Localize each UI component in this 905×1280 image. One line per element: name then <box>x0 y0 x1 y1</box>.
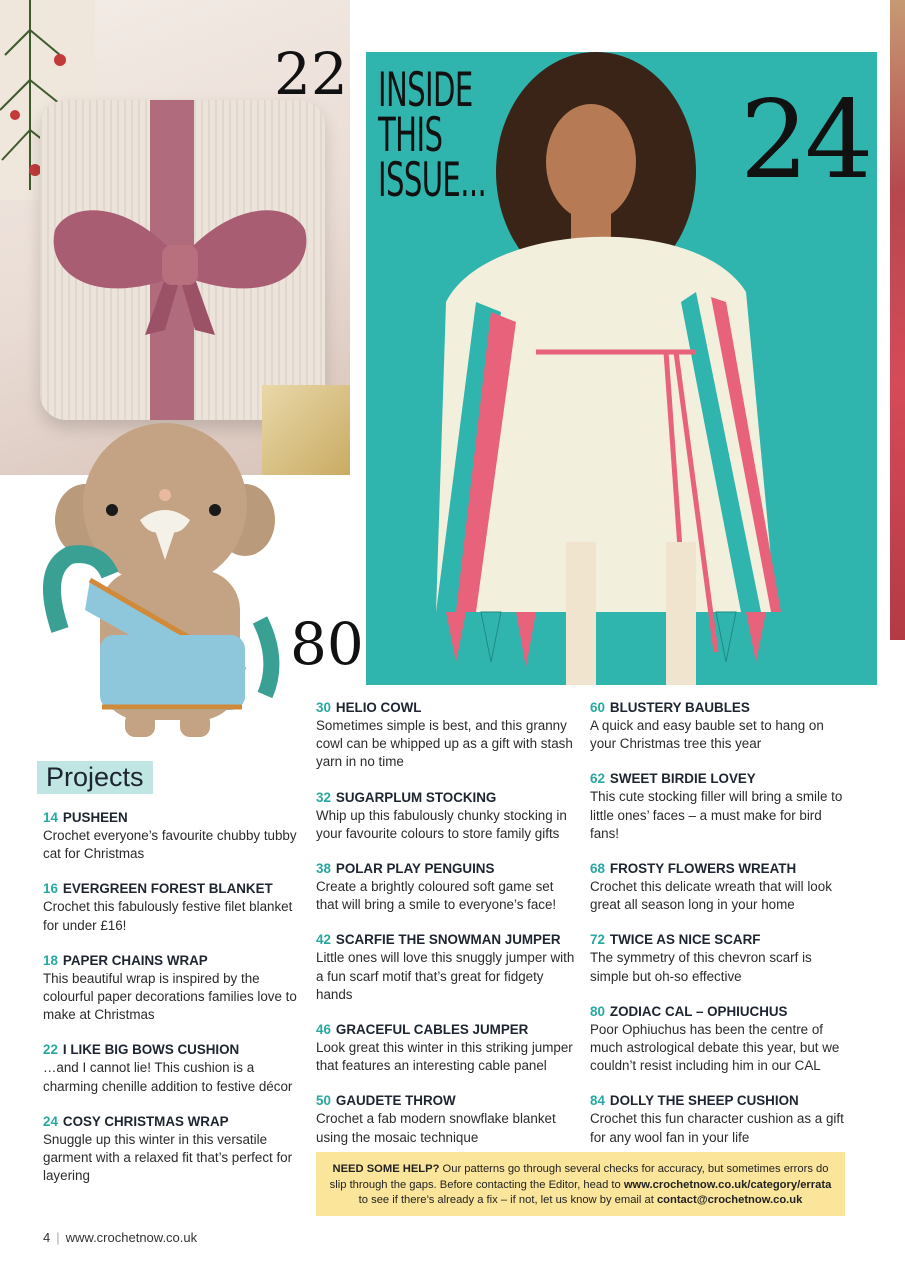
page-number: 62 <box>590 771 605 787</box>
project-description: Create a brightly coloured soft game set that will bring a smile to everyone’s face! <box>316 879 557 913</box>
project-description: This beautiful wrap is inspired by the colourful paper decorations families love to make at Christmas <box>43 970 297 1023</box>
projects-column-1 <box>43 809 298 1202</box>
list-item[interactable] <box>43 809 298 863</box>
help-notice <box>316 1152 845 1216</box>
project-title: BLUSTERY BAUBLES <box>609 700 750 715</box>
project-title: PUSHEEN <box>62 810 128 825</box>
next-page-edge-image <box>890 0 905 640</box>
project-description: Crochet a fab modern snowflake blanket using the mosaic technique <box>316 1111 556 1145</box>
page-number: 68 <box>590 861 605 877</box>
projects-column-3 <box>590 699 852 1164</box>
project-description: The symmetry of this chevron scarf is simple but oh-so effective <box>590 950 812 984</box>
project-title: FROSTY FLOWERS WREATH <box>609 861 797 877</box>
page-number: 84 <box>590 1093 605 1109</box>
page-number: 30 <box>316 700 331 715</box>
project-title: TWICE AS NICE SCARF <box>609 932 761 948</box>
list-item[interactable] <box>590 1003 852 1076</box>
page-number-footer: 4 <box>43 1230 51 1245</box>
page-number: 80 <box>590 1003 605 1019</box>
project-title: I LIKE BIG BOWS CUSHION <box>62 1042 240 1058</box>
projects-heading: Projects <box>37 761 153 794</box>
feature-number-amigurumi: 80 <box>290 610 364 678</box>
project-title: GAUDETE THROW <box>335 1093 456 1109</box>
project-description: Look great this winter in this striking jumper that features an interesting cable panel <box>316 1040 573 1074</box>
list-item[interactable] <box>590 1092 852 1146</box>
list-item[interactable] <box>43 952 298 1025</box>
project-description: This cute stocking filler will bring a smile to little ones’ faces – a must make for bird fans! <box>590 789 843 841</box>
errata-link[interactable]: www.crochetnow.co.uk/category/errata <box>623 1178 832 1191</box>
page-number: 46 <box>316 1022 331 1038</box>
page-number: 32 <box>316 789 331 805</box>
project-title: PAPER CHAINS WRAP <box>62 952 208 968</box>
help-text-1: Our patterns go through several checks for accuracy, but sometimes errors do slip through the gaps. Before contacting the Editor, head to <box>329 1163 829 1191</box>
list-item[interactable] <box>590 699 852 753</box>
chenille-bow <box>50 190 310 340</box>
page-number: 42 <box>316 932 331 948</box>
title-line: THIS <box>378 108 443 163</box>
page-number: 22 <box>43 1042 58 1058</box>
ophiuchus-amigurumi <box>30 420 300 745</box>
title-line: ISSUE... <box>378 153 487 208</box>
project-description: Crochet this fun character cushion as a gift for any wool fan in your life <box>590 1111 844 1145</box>
project-description: Crochet everyone’s favourite chubby tubby cat for Christmas <box>43 828 297 862</box>
list-item[interactable] <box>316 699 578 772</box>
feature-number-poncho: 24 <box>740 78 870 203</box>
project-title: SWEET BIRDIE LOVEY <box>609 771 756 787</box>
feature-number-cushion: 22 <box>274 40 348 108</box>
project-title: SUGARPLUM STOCKING <box>335 789 497 805</box>
list-item[interactable] <box>590 860 852 914</box>
project-description: Crochet this delicate wreath that will look great all season long in your home <box>590 879 832 913</box>
project-title: POLAR PLAY PENGUINS <box>335 861 495 877</box>
help-lead: NEED SOME HELP? <box>332 1163 440 1175</box>
list-item[interactable] <box>43 1041 298 1095</box>
projects-column-2 <box>316 699 578 1164</box>
list-item[interactable] <box>316 931 578 1004</box>
page-footer <box>43 1230 197 1245</box>
project-title: HELIO COWL <box>335 700 422 715</box>
list-item[interactable] <box>590 931 852 985</box>
footer-website[interactable]: www.crochetnow.co.uk <box>65 1230 198 1245</box>
project-description: Little ones will love this snuggly jumper with a fun scarf motif that’s great for fidgety hands <box>316 950 575 1002</box>
contact-email-link[interactable]: contact@crochetnow.co.uk <box>656 1194 803 1206</box>
project-description: A quick and easy bauble set to hang on your Christmas tree this year <box>590 718 824 752</box>
page-number: 50 <box>316 1093 331 1109</box>
project-title: GRACEFUL CABLES JUMPER <box>335 1022 529 1038</box>
project-title: COSY CHRISTMAS WRAP <box>62 1113 229 1129</box>
list-item[interactable] <box>316 1092 578 1146</box>
title-line: INSIDE <box>378 63 473 118</box>
page-number: 16 <box>43 881 58 897</box>
project-description: Sometimes simple is best, and this granny cowl can be whipped up as a gift with stash yarn in no time <box>316 718 573 770</box>
inside-this-issue-title <box>378 63 487 208</box>
project-title: SCARFIE THE SNOWMAN JUMPER <box>335 932 561 948</box>
list-item[interactable] <box>43 1113 298 1186</box>
page-number: 18 <box>43 952 58 968</box>
page-number: 14 <box>43 810 58 825</box>
list-item[interactable] <box>316 1021 578 1075</box>
list-item[interactable] <box>316 860 578 914</box>
page-number: 72 <box>590 932 605 948</box>
footer-separator: | <box>56 1230 60 1245</box>
page-number: 60 <box>590 700 605 715</box>
page-number: 24 <box>43 1113 58 1129</box>
list-item[interactable] <box>43 880 298 934</box>
project-description: …and I cannot lie! This cushion is a charming chenille addition to festive décor <box>43 1060 293 1094</box>
help-text-2: to see if there’s already a fix – if not, let us know by email at <box>358 1194 657 1206</box>
project-description: Poor Ophiuchus has been the centre of much astrological debate this year, but we couldn’t resist including him in our CAL <box>590 1021 840 1074</box>
project-description: Snuggle up this winter in this versatile garment with a relaxed fit that’s perfect for layering <box>43 1131 293 1184</box>
list-item[interactable] <box>590 770 852 843</box>
project-title: DOLLY THE SHEEP CUSHION <box>609 1093 799 1109</box>
project-description: Whip up this fabulously chunky stocking in your favourite colours to store family gifts <box>316 807 567 841</box>
page-number: 38 <box>316 861 331 877</box>
list-item[interactable] <box>316 789 578 843</box>
project-description: Crochet this fabulously festive filet blanket for under £16! <box>43 899 293 933</box>
project-title: EVERGREEN FOREST BLANKET <box>62 881 273 897</box>
project-title: ZODIAC CAL – OPHIUCHUS <box>609 1003 788 1019</box>
